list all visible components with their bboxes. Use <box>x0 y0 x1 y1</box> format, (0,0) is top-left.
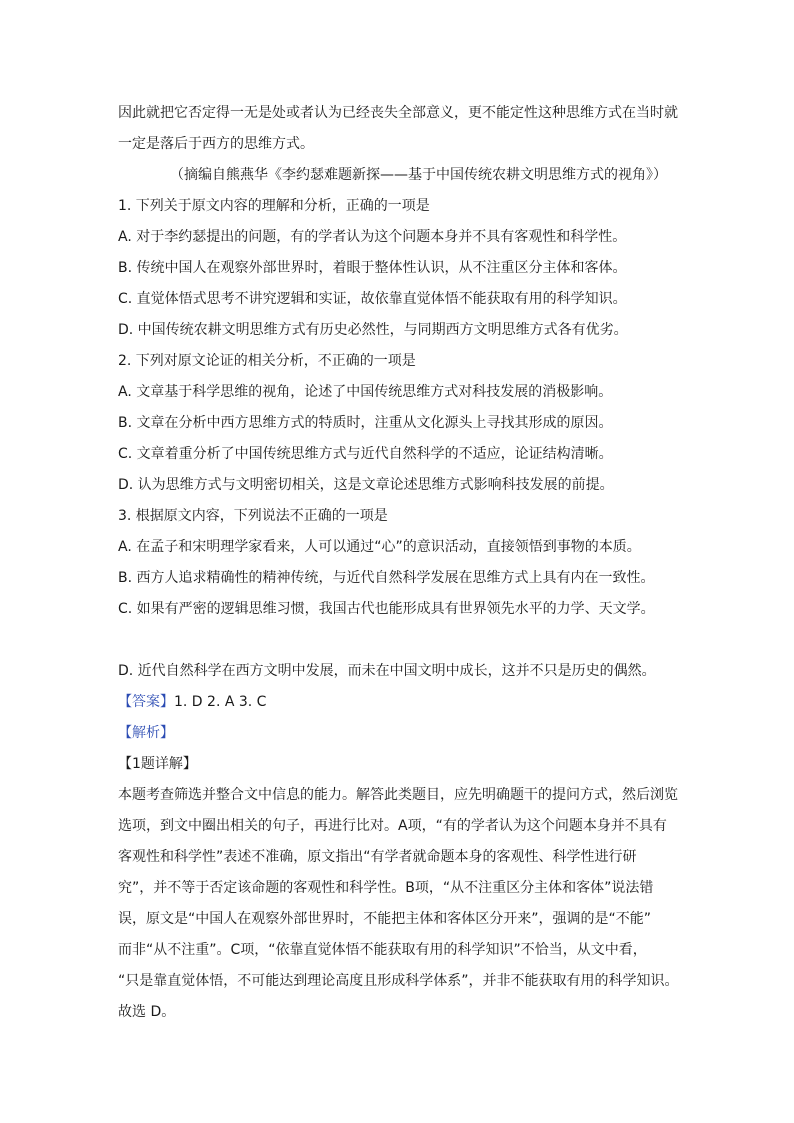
analysis-tag: 【解析】 <box>118 725 174 741</box>
explanation-line: “只是靠直觉体悟，不可能达到理论高度且形成科学体系”，并非不能获取有用的科学知识。 <box>118 973 679 989</box>
explanation-line: 究”，并不等于否定该命题的客观性和科学性。B项，“从不注重区分主体和客体”说法错 <box>118 880 654 896</box>
explanation-line: 客观性和科学性”表述不准确，原文指出“有学者就命题本身的客观性、科学性进行研 <box>118 849 637 865</box>
answer-tag: 【答案】 <box>118 694 174 710</box>
explanation-line: 而非“从不注重”。C项，“依靠直觉体悟不能获取有用的科学知识”不恰当，从文中看， <box>118 942 647 958</box>
question-3-option-d: D. 近代自然科学在西方文明中发展，而未在中国文明中成长，这并不只是历史的偶然。 <box>118 663 656 679</box>
answer-line <box>118 692 266 712</box>
question-1-option-c: C. 直觉体悟式思考不讲究逻辑和实证，故依靠直觉体悟不能获取有用的科学知识。 <box>118 291 627 307</box>
question-1-option-a: A. 对于李约瑟提出的问题，有的学者认为这个问题本身并不具有客观性和科学性。 <box>118 229 627 245</box>
question-2-option-a: A. 文章基于科学思维的视角，论述了中国传统思维方式对科技发展的消极影响。 <box>118 384 613 400</box>
question-3-stem: 3. 根据原文内容，下列说法不正确的一项是 <box>118 508 388 524</box>
question-2-option-c: C. 文章着重分析了中国传统思维方式与近代自然科学的不适应，论证结构清晰。 <box>118 446 613 462</box>
question-1-option-b: B. 传统中国人在观察外部世界时，着眼于整体性认识，从不注重区分主体和客体。 <box>118 260 627 276</box>
passage-line: 因此就把它否定得一无是处或者认为已经丧失全部意义，更不能定性这种思维方式在当时就 <box>118 105 678 121</box>
question-3-option-c: C. 如果有严密的逻辑思维习惯，我国古代也能形成具有世界领先水平的力学、天文学。 <box>118 601 655 617</box>
explanation-line: 选项，到文中圈出相关的句子，再进行比对。A项，“有的学者认为这个问题本身并不具有 <box>118 818 667 834</box>
answer-text: 1. D 2. A 3. C <box>174 694 267 710</box>
question-1-stem: 1. 下列关于原文内容的理解和分析，正确的一项是 <box>118 198 430 214</box>
explanation-line: 误，原文是“中国人在观察外部世界时，不能把主体和客体区分开来”，强调的是“不能” <box>118 911 652 927</box>
question-3-option-b: B. 西方人追求精确性的精神传统，与近代自然科学发展在思维方式上具有内在一致性。 <box>118 570 655 586</box>
question-2-option-b: B. 文章在分析中西方思维方式的特质时，注重从文化源头上寻找其形成的原因。 <box>118 415 613 431</box>
detail-tag: 【1题详解】 <box>118 756 197 772</box>
explanation-line: 本题考查筛选并整合文中信息的能力。解答此类题目，应先明确题干的提问方式，然后浏览 <box>118 787 678 803</box>
source-citation: （摘编自熊燕华《李约瑟难题新探——基于中国传统农耕文明思维方式的视角》） <box>170 167 667 183</box>
passage-line: 一定是落后于西方的思维方式。 <box>118 136 314 152</box>
explanation-line: 故选 D。 <box>118 1004 176 1020</box>
question-2-stem: 2. 下列对原文论证的相关分析，不正确的一项是 <box>118 353 416 369</box>
question-2-option-d: D. 认为思维方式与文明密切相关，这是文章论述思维方式影响科技发展的前提。 <box>118 477 614 493</box>
question-3-option-a: A. 在孟子和宋明理学家看来，人可以通过“心”的意识活动，直接领悟到事物的本质。 <box>118 539 641 555</box>
question-1-option-d: D. 中国传统农耕文明思维方式有历史必然性，与同期西方文明思维方式各有优劣。 <box>118 322 628 338</box>
